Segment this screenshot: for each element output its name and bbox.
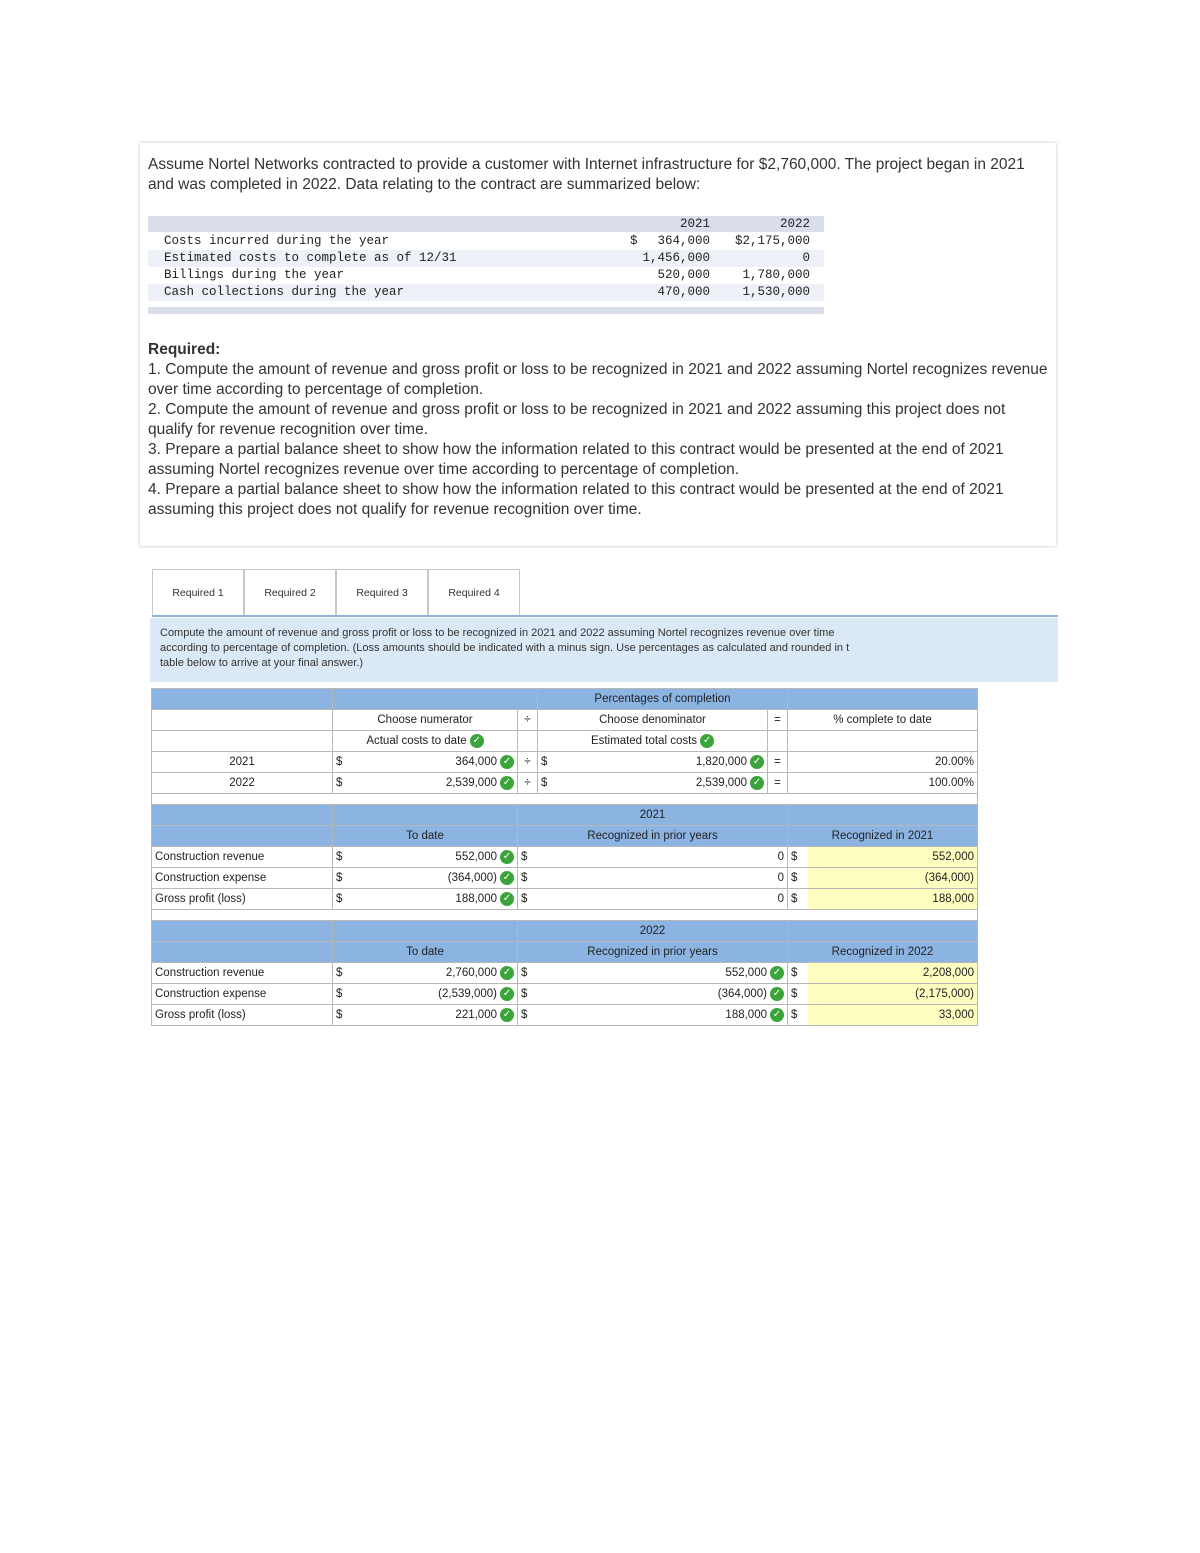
tab-divider xyxy=(152,615,1058,617)
currency: $ xyxy=(788,963,808,984)
instructions-line: Compute the amount of revenue and gross profit or loss to be recognized in 2021 and 2022 assuming Nortel recognizes revenue over time xyxy=(160,627,835,639)
check-icon: ✓ xyxy=(500,892,514,906)
worksheet-table xyxy=(151,688,978,1026)
numerator-value: Actual costs to date xyxy=(366,735,467,748)
pct-header: Percentages of completion xyxy=(538,689,788,710)
table-row xyxy=(152,963,978,984)
to-date-input[interactable] xyxy=(353,1005,518,1026)
contract-data-row xyxy=(148,250,824,267)
denominator-input[interactable] xyxy=(558,752,768,773)
table-row xyxy=(152,868,978,889)
recognized-amount: (364,000) xyxy=(808,868,978,889)
row-label: Estimated costs to complete as of 12/31 xyxy=(164,251,457,265)
row-label: Costs incurred during the year xyxy=(164,234,390,248)
prior-amount: 188,000 xyxy=(725,1009,767,1022)
check-icon: ✓ xyxy=(500,850,514,864)
check-icon: ✓ xyxy=(770,966,784,980)
divide-symbol: ÷ xyxy=(518,752,538,773)
instructions-line: according to percentage of completion. (Loss amounts should be indicated with a minus sign. Use percentages as calculated and rounded in t xyxy=(160,642,850,654)
recognized-label: Recognized in 2022 xyxy=(788,942,978,963)
pct-row-2022 xyxy=(152,773,978,794)
percent-complete: 20.00% xyxy=(788,752,978,773)
amount: 188,000 xyxy=(455,893,497,906)
numerator-input[interactable] xyxy=(353,752,518,773)
amount: 221,000 xyxy=(455,1009,497,1022)
tab-required-4[interactable]: Required 4 xyxy=(428,569,520,617)
required-item-1: 1. Compute the amount of revenue and gross profit or loss to be recognized in 2021 and 2022 assuming Nortel recognizes revenue over time according to percentage of completion. xyxy=(148,361,1048,398)
problem-intro: Assume Nortel Networks contracted to provide a customer with Internet infrastructure for $2,760,000. The project began in 2021 and was completed in 2022. Data relating to the contract are summarized below: xyxy=(148,156,1025,193)
row-label: Gross profit (loss) xyxy=(152,889,333,910)
required-title: Required: xyxy=(148,341,221,358)
currency: $ xyxy=(333,752,353,773)
denominator-value: Estimated total costs xyxy=(590,735,698,748)
check-icon: ✓ xyxy=(750,755,764,769)
currency: $ xyxy=(788,847,808,868)
row-label: Billings during the year xyxy=(164,268,345,282)
instructions-box xyxy=(150,618,1058,682)
currency: $ xyxy=(788,868,808,889)
year-2021-header-row xyxy=(152,805,978,826)
denominator-amount: 1,820,000 xyxy=(695,756,747,769)
recognized-amount: (2,175,000) xyxy=(808,984,978,1005)
check-icon: ✓ xyxy=(500,987,514,1001)
value-2021: 520,000 xyxy=(657,268,710,282)
divide-symbol: ÷ xyxy=(518,710,538,731)
numerator-amount: 2,539,000 xyxy=(445,777,497,790)
prior-amount: 0 xyxy=(538,847,788,868)
recognized-label: Recognized in 2021 xyxy=(788,826,978,847)
section-year-2022: 2022 xyxy=(518,921,788,942)
amount: 2,760,000 xyxy=(445,967,497,980)
value-2022: 0 xyxy=(802,251,810,265)
currency: $ xyxy=(538,752,558,773)
denominator-label: Choose denominator xyxy=(538,710,768,731)
currency: $ xyxy=(518,1005,538,1026)
numerator-select[interactable] xyxy=(333,731,518,752)
year-label: 2021 xyxy=(152,752,333,773)
tab-required-3[interactable]: Required 3 xyxy=(336,569,428,617)
percent-complete: 100.00% xyxy=(788,773,978,794)
prior-amount: 0 xyxy=(538,889,788,910)
prior-amount: 552,000 xyxy=(725,967,767,980)
required-section xyxy=(148,340,1054,520)
check-icon: ✓ xyxy=(500,1008,514,1022)
row-label: Construction revenue xyxy=(152,963,333,984)
value-2022: 1,530,000 xyxy=(742,285,810,299)
equals-symbol: = xyxy=(768,710,788,731)
row-label: Construction revenue xyxy=(152,847,333,868)
currency: $ xyxy=(518,984,538,1005)
currency: $ xyxy=(538,773,558,794)
row-label: Cash collections during the year xyxy=(164,285,405,299)
amount: 552,000 xyxy=(455,851,497,864)
contract-data-table xyxy=(148,216,824,314)
currency: $ xyxy=(630,234,638,248)
value-2021: 364,000 xyxy=(657,234,710,248)
check-icon: ✓ xyxy=(700,734,714,748)
recognized-amount: 33,000 xyxy=(808,1005,978,1026)
currency: $ xyxy=(333,773,353,794)
prior-years-label: Recognized in prior years xyxy=(518,942,788,963)
tab-required-1[interactable]: Required 1 xyxy=(152,569,244,617)
currency: $ xyxy=(518,868,538,889)
currency: $ xyxy=(518,847,538,868)
year-label: 2022 xyxy=(152,773,333,794)
value-2022: 1,780,000 xyxy=(742,268,810,282)
value-2021: 1,456,000 xyxy=(642,251,710,265)
to-date-label: To date xyxy=(333,826,518,847)
check-icon: ✓ xyxy=(470,734,484,748)
table-row xyxy=(152,847,978,868)
currency: $ xyxy=(333,984,353,1005)
currency: $ xyxy=(518,963,538,984)
numerator-label: Choose numerator xyxy=(333,710,518,731)
recognized-amount: 188,000 xyxy=(808,889,978,910)
check-icon: ✓ xyxy=(500,871,514,885)
instructions-line: table below to arrive at your final answer.) xyxy=(160,657,363,669)
table-row xyxy=(152,889,978,910)
denominator-amount: 2,539,000 xyxy=(695,777,747,790)
check-icon: ✓ xyxy=(500,966,514,980)
table-row xyxy=(152,984,978,1005)
prior-input[interactable] xyxy=(538,963,788,984)
currency: $ xyxy=(788,984,808,1005)
prior-input[interactable] xyxy=(538,1005,788,1026)
contract-data-row xyxy=(148,284,824,301)
numerator-amount: 364,000 xyxy=(455,756,497,769)
currency: $ xyxy=(788,889,808,910)
year-2022-header-row xyxy=(152,921,978,942)
row-label: Construction expense xyxy=(152,984,333,1005)
contract-data-row xyxy=(148,267,824,284)
to-date-label: To date xyxy=(333,942,518,963)
year-2021-label-row xyxy=(152,826,978,847)
amount: (364,000) xyxy=(447,872,497,885)
check-icon: ✓ xyxy=(500,755,514,769)
equals-symbol: = xyxy=(768,752,788,773)
prior-input[interactable] xyxy=(538,984,788,1005)
required-item-3: 3. Prepare a partial balance sheet to show how the information related to this contract would be presented at the end of 2021 assuming Nortel recognizes revenue over time according to percentage of completion. xyxy=(148,441,1004,478)
divide-symbol: ÷ xyxy=(518,773,538,794)
to-date-input[interactable] xyxy=(353,963,518,984)
col-2022-header: 2022 xyxy=(779,217,810,231)
denominator-select[interactable] xyxy=(538,731,768,752)
check-icon: ✓ xyxy=(750,776,764,790)
year-2022-label-row xyxy=(152,942,978,963)
required-item-2: 2. Compute the amount of revenue and gross profit or loss to be recognized in 2021 and 2022 assuming this project does not qualify for revenue recognition over time. xyxy=(148,401,1006,438)
pct-row-2021 xyxy=(152,752,978,773)
currency: $ xyxy=(333,868,353,889)
required-item-4: 4. Prepare a partial balance sheet to show how the information related to this contract would be presented at the end of 2021 assuming this project does not qualify for revenue recognition over time. xyxy=(148,481,1004,518)
check-icon: ✓ xyxy=(500,776,514,790)
denominator-input[interactable] xyxy=(558,773,768,794)
recognized-amount: 552,000 xyxy=(808,847,978,868)
prior-amount: 0 xyxy=(538,868,788,889)
section-year-2021: 2021 xyxy=(518,805,788,826)
currency: $ xyxy=(333,1005,353,1026)
to-date-input[interactable] xyxy=(353,847,518,868)
contract-data-footer xyxy=(148,307,824,314)
pct-label-row xyxy=(152,710,978,731)
check-icon: ✓ xyxy=(770,987,784,1001)
row-label: Gross profit (loss) xyxy=(152,1005,333,1026)
col-2021-header: 2021 xyxy=(679,217,710,231)
row-label: Construction expense xyxy=(152,868,333,889)
prior-years-label: Recognized in prior years xyxy=(518,826,788,847)
currency: $ xyxy=(333,963,353,984)
amount: (2,539,000) xyxy=(438,988,497,1001)
prior-amount: (364,000) xyxy=(717,988,767,1001)
tab-required-2[interactable]: Required 2 xyxy=(244,569,336,617)
numerator-input[interactable] xyxy=(353,773,518,794)
contract-data-header-row xyxy=(148,216,824,233)
pct-header-row xyxy=(152,689,978,710)
currency: $ xyxy=(788,1005,808,1026)
to-date-input[interactable] xyxy=(353,868,518,889)
table-row xyxy=(152,1005,978,1026)
currency: $ xyxy=(333,889,353,910)
contract-data-row xyxy=(148,233,824,250)
value-2022: $2,175,000 xyxy=(734,234,810,248)
result-label: % complete to date xyxy=(788,710,978,731)
pct-choice-row xyxy=(152,731,978,752)
check-icon: ✓ xyxy=(770,1008,784,1022)
to-date-input[interactable] xyxy=(353,984,518,1005)
currency: $ xyxy=(518,889,538,910)
value-2021: 470,000 xyxy=(657,285,710,299)
currency: $ xyxy=(333,847,353,868)
to-date-input[interactable] xyxy=(353,889,518,910)
equals-symbol: = xyxy=(768,773,788,794)
recognized-amount: 2,208,000 xyxy=(808,963,978,984)
